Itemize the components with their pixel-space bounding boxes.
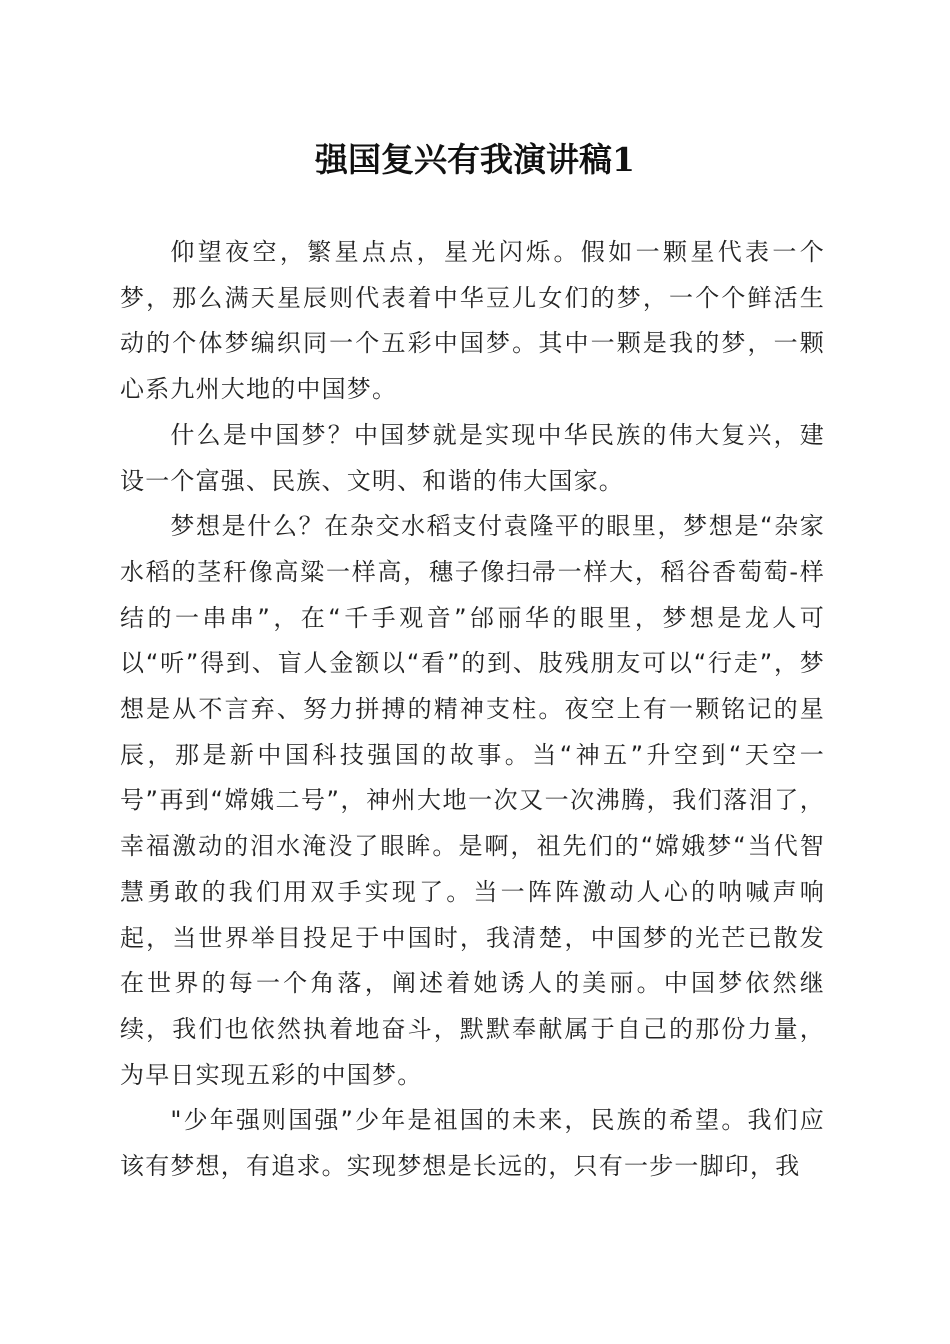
paragraph: "少年强则国强”少年是祖国的未来，民族的希望。我们应该有梦想，有追求。实现梦想是长远的，只有一步一脚印，我 [120, 1106, 825, 1181]
paragraph: 什么是中国梦？中国梦就是实现中华民族的伟大复兴，建设一个富强、民族、文明、和谐的伟大国家。 [120, 420, 825, 495]
paragraph: 仰望夜空，繁星点点，星光闪烁。假如一颗星代表一个梦，那么满天星辰则代表着中华豆儿女们的梦，一个个鲜活生动的个体梦编织同一个五彩中国梦。其中一颗是我的梦，一颗心系九州大地的中国梦。 [120, 238, 825, 404]
document-body [120, 230, 825, 1190]
document-title: 强国复兴有我演讲稿1 [315, 140, 635, 179]
paragraph: 梦想是什么？在杂交水稻支付袁隆平的眼里，梦想是“杂家水稻的茎秆像高粱一样高，穗子像扫帚一样大，稻谷香萄萄-样结的一串串”，在“千手观音”邰丽华的眼里，梦想是龙人可以“听”得到、盲人金额以“看”的到、肢残朋友可以“行走”，梦想是从不言弃、努力拼搏的精神支柱。夜空上有一颗铭记的星辰，那是新中国科技强国的故事。当“神五”升空到“天空一号”再到“嫦娥二号”，神州大地一次又一次沸腾，我们落泪了，幸福激动的泪水淹没了眼眸。是啊，祖先们的“嫦娥梦“当代智慧勇敢的我们用双手实现了。当一阵阵激动人心的呐喊声响起，当世界举目投足于中国时，我清楚，中国梦的光芒已散发在世界的每一个角落，阐述着她诱人的美丽。中国梦依然继续，我们也依然执着地奋斗，默默奉献属于自己的那份力量，为早日实现五彩的中国梦。 [120, 512, 825, 1089]
